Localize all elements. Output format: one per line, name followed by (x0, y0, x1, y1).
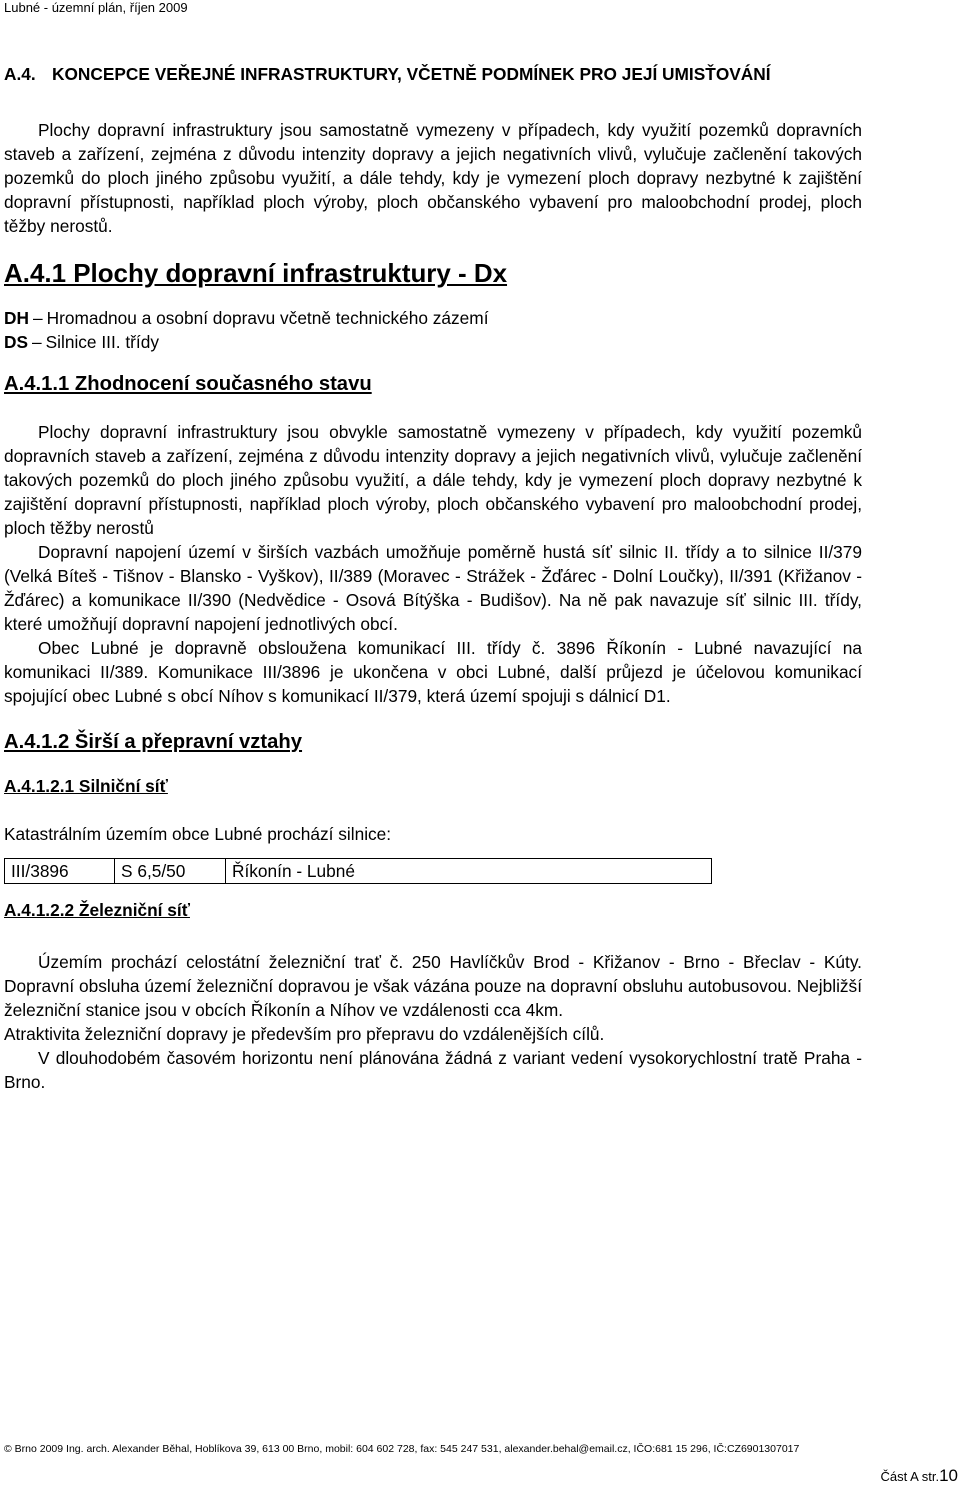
definition-text: Hromadnou a osobní dopravu včetně technického zázemí (46, 308, 489, 328)
paragraph-current-state-1: Plochy dopravní infrastruktury jsou obvykle samostatně vymezeny v případech, kdy využití pozemků dopravních staveb a zařízení, zejména z důvodu intenzity dopravy a jejich negativních vlivů, vylučuje začlenění takových pozemků do ploch jiného způsobu využití, a dále tehdy, kdy je vymezení ploch dopravy nezbytné k zajištění dopravní přístupnosti, například ploch výroby, ploch občanského vybavení pro maloobchodní prodej, ploch těžby nerostů (4, 422, 862, 538)
running-header: Lubné - územní plán, říjen 2009 (4, 0, 188, 15)
definition-dash: – (32, 308, 43, 328)
table-cell-category: S 6,5/50 (115, 859, 226, 884)
page-label: str. (921, 1469, 940, 1484)
section-title: KONCEPCE VEŘEJNÉ INFRASTRUKTURY, VČETNĚ PODMÍNEK PRO JEJÍ UMISŤOVÁNÍ (52, 64, 771, 84)
page-number (881, 1466, 958, 1486)
table-cell-route: Říkonín - Lubné (226, 859, 712, 884)
subsection-heading-a411: A.4.1.1 Zhodnocení současného stavu (4, 373, 372, 395)
table-cell-road-number: III/3896 (5, 859, 115, 884)
paragraph-railway-3: V dlouhodobém časovém horizontu není plánována žádná z variant vedení vysokorychlostní tratě Praha - Brno. (4, 1048, 862, 1092)
paragraph-railway-1: Územím prochází celostátní železniční trať č. 250 Havlíčkův Brod - Křižanov - Brno - Břeclav - Kúty. Dopravní obsluha území železniční dopravou je však vázána pouze na dopravní obsluhu autobusovou. Nejbližší železniční stanice jsou v obcích Říkonín a Níhov ve vzdálenosti cca 4km. (4, 952, 862, 1020)
subsection-heading-a41: A.4.1 Plochy dopravní infrastruktury - Dx (4, 260, 508, 288)
subsection-heading-a4122: A.4.1.2.2 Železniční síť (4, 900, 190, 920)
section-heading (4, 62, 862, 86)
section-intro-paragraph: Plochy dopravní infrastruktury jsou samostatně vymezeny v případech, kdy využití pozemků dopravních staveb a zařízení, zejména z důvodu intenzity dopravy a jejich negativních vlivů, vylučuje začlenění takových pozemků do ploch jiného způsobu využití, a dále tehdy, kdy je vymezení ploch dopravy nezbytné k zajištění dopravní přístupnosti, například ploch výroby, ploch občanského vybavení pro maloobchodní prodej, ploch těžby nerostů. (4, 120, 862, 236)
page-number-value: 10 (939, 1466, 958, 1485)
part-label: Část A (880, 1469, 919, 1484)
definition-code: DH (4, 308, 29, 328)
page-content (4, 62, 862, 1094)
section-number: A.4. (4, 64, 36, 84)
definition-dash: – (32, 332, 42, 352)
subsection-heading-a4121: A.4.1.2.1 Silniční síť (4, 776, 168, 796)
definition-dh (4, 306, 862, 330)
definition-text: Silnice III. třídy (45, 332, 159, 352)
road-table (4, 858, 712, 884)
definition-ds (4, 330, 862, 354)
road-network-intro: Katastrálním územím obce Lubné prochází silnice: (4, 824, 392, 844)
paragraph-current-state-2: Dopravní napojení území v širších vazbách umožňuje poměrně hustá síť silnic II. třídy a to silnice II/379 (Velká Bíteš - Tišnov - Blansko - Vyškov), II/389 (Moravec - Strážek - Žďárec - Dolní Loučky), II/391 (Křižanov - Žďárec) a komunikace II/390 (Nedvědice - Osová Bítýška - Budišov). Na ně pak navazuje síť silnic III. třídy, které umožňují dopravní napojení jednotlivých obcí. (4, 542, 862, 634)
footer-contact: © Brno 2009 Ing. arch. Alexander Běhal, Hoblíkova 39, 613 00 Brno, mobil: 604 602 728, fax: 545 247 531, alexander.behal@email.cz, IČO:681 15 296, IČ:CZ6901307017 (4, 1443, 800, 1455)
table-row (5, 859, 712, 884)
definition-code: DS (4, 332, 29, 352)
paragraph-current-state-3: Obec Lubné je dopravně obsloužena komunikací III. třídy č. 3896 Říkonín - Lubné navazující na komunikaci II/389. Komunikace III/3896 je ukončena v obci Lubné, další průjezd je účelovou komunikací spojující obec Lubné s obcí Níhov s komunikací II/379, která území spojuji s dálnicí D1. (4, 638, 862, 706)
paragraph-railway-2: Atraktivita železniční dopravy je především pro přepravu do vzdálenějších cílů. (4, 1024, 605, 1044)
subsection-heading-a412: A.4.1.2 Širší a přepravní vztahy (4, 731, 303, 753)
